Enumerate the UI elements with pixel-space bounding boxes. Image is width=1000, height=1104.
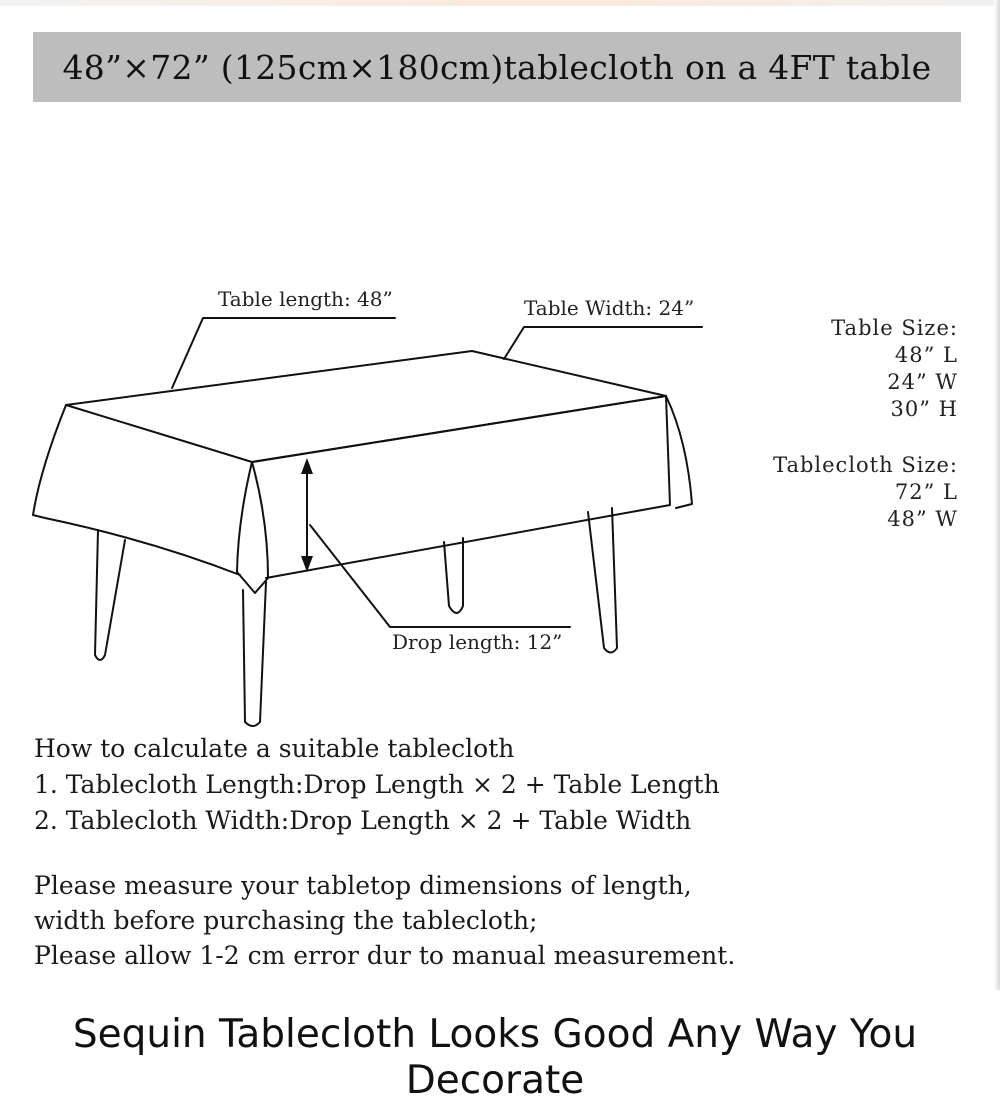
note-line: Please measure your tabletop dimensions of length, [34,871,692,900]
calculation-section [34,731,720,839]
tablecloth-size-length: 72” L [894,480,958,504]
calculation-step-length: 1. Tablecloth Length:Drop Length × 2 + Table Length [34,770,720,799]
tablecloth-left-drape [33,405,240,575]
tablecloth-front-drape [252,396,670,578]
calculation-heading: How to calculate a suitable tablecloth [34,734,515,763]
table-size-height: 30” H [890,397,958,421]
note-line: width before purchasing the tablecloth; [34,906,538,935]
table-size-heading: Table Size: [831,316,958,340]
table-leg-back-left [95,530,125,660]
table-leg-front-right [588,508,617,653]
table-size-length: 48” L [894,343,958,367]
leader-drop-length [310,525,570,627]
leader-table-length [172,318,395,388]
table-length-label: Table length: 48” [218,287,393,311]
tablecloth-size-width: 48” W [887,507,958,531]
table-leg-front-left [243,582,266,726]
table-width-label: Table Width: 24” [524,296,695,320]
top-strip [0,0,1000,6]
page-title: 48”×72” (125cm×180cm)tablecloth on a 4FT table [62,47,932,87]
tablecloth-size-block [773,452,958,533]
measurement-notes [34,868,735,973]
table-size-block [831,315,958,423]
tablecloth-front-corner [237,462,268,593]
calculation-step-width: 2. Tablecloth Width:Drop Length × 2 + Table Width [34,806,692,835]
drop-length-label: Drop length: 12” [392,630,563,654]
table-size-width: 24” W [887,370,958,394]
table-leg-back-right [444,538,463,613]
tablecloth-top [66,351,666,462]
title-banner [33,32,961,102]
note-line: Please allow 1-2 cm error dur to manual measurement. [34,941,736,970]
tablecloth-size-heading: Tablecloth Size: [773,453,958,477]
footer-tagline: Sequin Tablecloth Looks Good Any Way You Decorate [72,1012,918,1103]
page-edge-shadow [994,0,1000,990]
leader-table-width [504,327,702,359]
table-diagram [0,260,760,740]
drop-arrow-head-up [301,458,313,474]
